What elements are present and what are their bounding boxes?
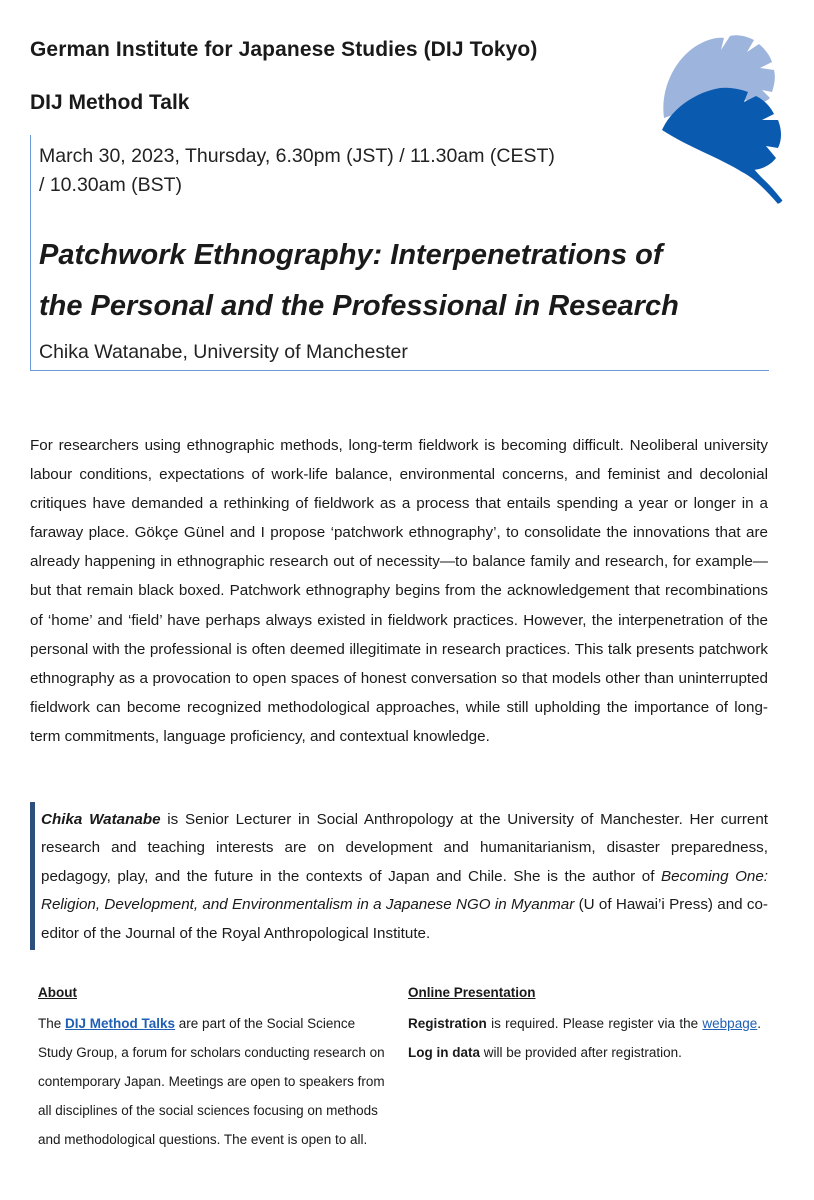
about-pre: The xyxy=(38,1016,66,1031)
about-text xyxy=(38,1009,390,1154)
series-title: DIJ Method Talk xyxy=(30,91,190,114)
abstract-text: For researchers using ethnographic methods, long-term fieldwork is becoming difficult. Neoliberal university labour conditions, expectations of work-life balance, environmental concerns, and feminist and decolonial critiques have demanded a rethinking of fieldwork as a process that entails spending a year or longer in a faraway place. Gökçe Günel and I propose ‘patchwork ethnography’, to consolidate the innovations that are already happening in ethnographic research out of necessity—to balance family and research, for example—but that remain black boxed. Patchwork ethnography begins from the acknowledgement that recombinations of ‘home’ and ‘field’ have perhaps always existed in fieldwork practices. However, the interpenetration of the personal with the professional is often deemed illegitimate in research practices. This talk presents patchwork ethnography as a provocation to open spaces of honest conversation so that models other than uninterrupted fieldwork can become recognized methodological approaches, while still upholding the importance of long-term commitments, language proficiency, and contextual knowledge. xyxy=(30,437,768,745)
institute-name: German Institute for Japanese Studies (DIJ Tokyo) xyxy=(30,38,538,61)
bio-book-title: Becoming One: Religion, Development, and Environmentalism in a Japanese NGO in Myanmar xyxy=(41,867,768,914)
talk-title xyxy=(39,230,769,332)
registration-text: is required. Please register via the xyxy=(486,1016,703,1031)
online-mid: . xyxy=(757,1016,761,1031)
speaker-bio xyxy=(41,806,768,948)
about-heading: About xyxy=(38,985,77,1000)
about-body: are part of the Social Science Study Group, a forum for scholars conducting research on contemporary Japan. Meetings are open to speakers from all disciplines of the social sciences focusing on methods and methodological questions. The event is open to all. xyxy=(38,1016,385,1147)
online-heading: Online Presentation xyxy=(408,985,536,1000)
event-date-line-1: March 30, 2023, Thursday, 6.30pm (JST) / 11.30am (CEST) xyxy=(39,145,555,167)
bio-text-1: is Senior Lecturer in Social Anthropology at the University of Manchester. Her current research and teaching interests are on development and humanitarianism, disaster preparedness, pedagogy, play, and the future in the contexts of Japan and Chile. She is the author of xyxy=(41,811,768,885)
event-date-line-2: / 10.30am (BST) xyxy=(39,174,183,196)
dij-method-talks-link[interactable]: DIJ Method Talks xyxy=(65,1016,176,1031)
online-text xyxy=(408,1009,761,1067)
bio-speaker-name: Chika Watanabe xyxy=(41,811,161,828)
registration-label: Registration xyxy=(408,1016,487,1031)
talk-title-line-1: Patchwork Ethnography: Interpenetrations of xyxy=(39,239,663,271)
bio-text-2: (U of Hawai’i Press) and co-editor of the Journal of the Royal Anthropological Institute. xyxy=(41,896,768,942)
login-data-label: Log in data xyxy=(408,1045,480,1060)
speaker-name: Chika Watanabe, University of Manchester xyxy=(39,341,408,363)
webpage-link[interactable]: webpage xyxy=(702,1016,758,1031)
event-date xyxy=(39,142,659,200)
online-end: will be provided after registration. xyxy=(480,1045,682,1060)
bio-accent-bar xyxy=(30,802,35,950)
talk-title-line-2: the Personal and the Professional in Research xyxy=(39,290,679,322)
